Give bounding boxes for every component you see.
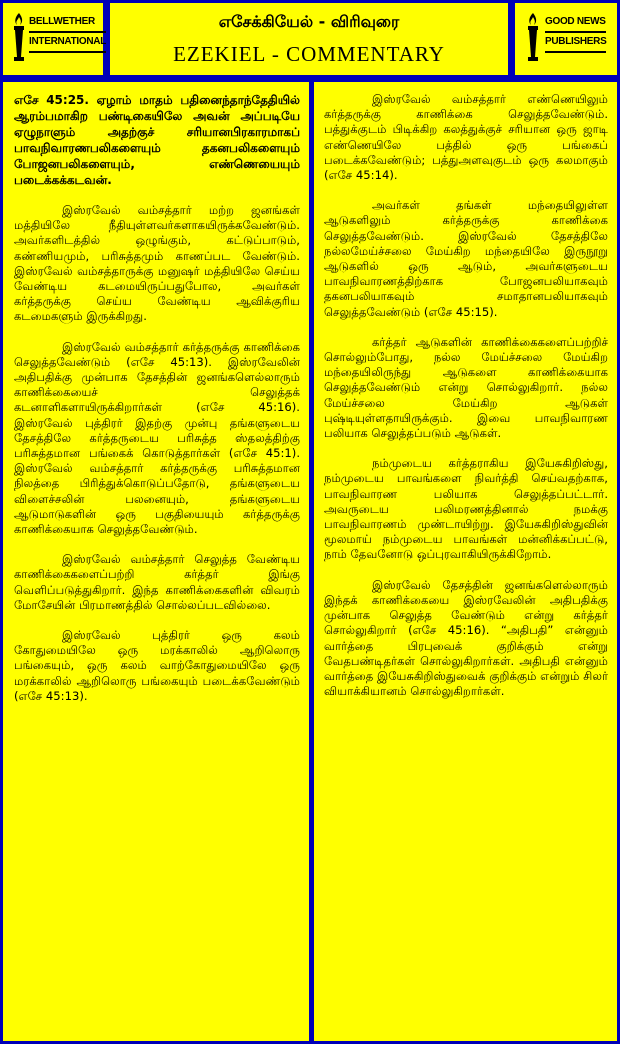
paragraph: இஸ்ரவேல் வம்சத்தார் கர்த்தருக்கு காணிக்கை செலுத்தவேண்டும் (எசே 45:13). இஸ்ரவேலின் அதிபதிக்கு முன்பாக தேசத்தின் ஜனங்களெல்லாரும் காணிக்கையைச் செலுத்தக் கடனாளிகளாயிருக்கிறார்கள் (எசே 45:16). இஸ்ரவேல் புத்திரர் இதற்கு முன்பு தங்களுடைய தேசத்திலே கர்த்தருடைய பரிசுத்த ஸ்தலத்திற்கு பரிசுத்தமான பங்கைக் கொடுத்தார்கள் (எசே 45:1). இஸ்ரவேல் வம்சத்தார் கர்த்தருக்கு பரிசுத்தமான நிலத்தை பிரித்துக்கொடுப்பதோடு, தங்களுடைய விளைச்சலின் பலனையும், தங்களுடைய ஆடுமாடுகளின் ஒரு பகுதியையும் கர்த்தருக்கு காணிக்கையாக செலுத்தவேண்டும். — [14, 339, 300, 537]
title-english: EZEKIEL - COMMENTARY — [173, 42, 445, 66]
verse-paragraph: எசே 45:25. ஏழாம் மாதம் பதினைந்தாந்தேதியில் ஆரம்பமாகிற பண்டிகையிலே அவன் அப்படியே ஏழுநாளும் அதற்குச் சரியானபிரகாரமாகப் பாவநிவாரணபலிகளையும் தகனபலிகளையும் போஜனபலிகளையும், எண்ணெயையும் படைக்கக்கடவன். — [14, 93, 300, 187]
logo-line-1: GOOD NEWS — [545, 13, 606, 33]
torch-icon — [11, 11, 27, 65]
paragraph: இஸ்ரவேல் வம்சத்தார் எண்ணெயிலும் கர்த்தருக்கு காணிக்கை செலுத்தவேண்டும். பத்துக்குடம் பிடிக்கிற கலத்துக்குச் சரியான ஒரு ஜாடி எண்ணெயிலே பத்தில் ஒரு பங்கைப் படைக்கவேண்டும்; பத்துஅளவுகுடம் ஒரு கலமாகும் (எசே 45:14). — [324, 92, 608, 183]
torch-icon — [525, 11, 541, 65]
left-column — [3, 82, 309, 1041]
page-header — [110, 3, 508, 75]
logo-line-2: PUBLISHERS — [545, 33, 606, 53]
paragraph: இஸ்ரவேல் வம்சத்தார் செலுத்த வேண்டிய காணிக்கைகளைப்பற்றி கர்த்தர் இங்கு வெளிப்படுத்துகிறார். இந்த காணிக்கைகளின் விவரம் மோசேயின் பிரமாணத்தில் சொல்லப்படவில்லை. — [14, 552, 300, 612]
paragraph: கர்த்தர் ஆடுகளின் காணிக்கைகளைப்பற்றிச் சொல்லும்போது, நல்ல மேய்ச்சலை மேய்கிற மந்தையிலிருந்து ஆடுகளை காணிக்கையாக செலுத்தவேண்டும் என்று சொல்லுகிறார். நல்ல மேய்ச்சலை மேய்கிற ஆடுகள் புஷ்டியுள்ளதாயிருக்கும். இவை பாவநிவாரண பலியாக செலுத்தப்படும் ஆடுகள். — [324, 334, 608, 441]
logo-line-1: BELLWETHER — [29, 13, 106, 33]
paragraph: இஸ்ரவேல் வம்சத்தார் மற்ற ஜனங்கள் மத்தியிலே நீதியுள்ளவர்களாகயிருக்கவேண்டும். அவர்களிடத்தில் ஒழுங்கும், கட்டுப்பாடும், கண்ணியமும், பரிசுத்தமும் காணப்பட வேண்டும். இஸ்ரவேல் வம்சத்தாருக்கு மனுஷர் மத்தியிலே செய்ய வேண்டிய கடமையிருப்பதுபோல, அவர்கள் கர்த்தருக்கு செய்ய வேண்டிய ஆவிக்குரிய கடமைகளும் இருக்கிறது. — [14, 203, 300, 324]
paragraph: நம்முடைய கர்த்தராகிய இயேசுகிறிஸ்து, நம்முடைய பாவங்களை நிவர்த்தி செய்வதற்காக, பாவநிவாரண பலியாக செலுத்தப்பட்டார். அவருடைய பலிமரணத்தினால் நமக்கு பாவநிவாரணம் முண்டாயிற்று. இயேசுகிறிஸ்துவின் மூலமாய் நம்முடைய பாவங்கள் மன்னிக்கப்பட்டு, நாம் தேவனோடு ஒப்புரவாகியிருக்கிறோம். — [324, 456, 608, 562]
right-column — [314, 82, 617, 1041]
paragraph: இஸ்ரவேல் தேசத்தின் ஜனங்களெல்லாரும் இந்தக் காணிக்கையை இஸ்ரவேலின் அதிபதிக்கு முன்பாக செலுத்த வேண்டும் என்று கர்த்தர் சொல்லுகிறார் (எசே 45:16). “அதிபதி” என்னும் வார்த்தை பிரபுவைக் குறிக்கும் என்று வேதபண்டிதர்கள் சொல்லுகிறார்கள். அதிபதி என்னும் வார்த்தை இயேசுகிறிஸ்துவைக் குறிக்கும் என்றும் சிலர் வியாக்கியானம் சொல்லுகிறார்கள். — [324, 577, 608, 699]
paragraph: அவர்கள் தங்கள் மந்தையிலுள்ள ஆடுகளிலும் கர்த்தருக்கு காணிக்கை செலுத்தவேண்டும். இஸ்ரவேல் தேசத்திலே நல்லமேய்ச்சலை மேய்கிற மந்தையிலே இருநூறு ஆடுகளில் ஒரு ஆடும், அவர்களுடைய பாவநிவாரணத்திற்காக போஜனபலியாகவும் தகனபலியாகவும் சமாதானபலியாகவும் செலுத்தவேண்டும் (எசே 45:15). — [324, 198, 608, 319]
title-tamil: எசேக்கியேல் - விரிவுரை — [218, 12, 400, 31]
bellwether-logo — [3, 3, 107, 75]
logo-line-2: INTERNATIONAL — [29, 33, 106, 53]
good-news-publishers-logo — [515, 3, 617, 75]
paragraph: இஸ்ரவேல் புத்திரர் ஒரு கலம் கோதுமையிலே ஒரு மரக்காலில் ஆறிலொரு பங்கையும், ஒரு கலம் வாற்கோதுமையிலே ஒரு மரக்காலில் ஆறிலொரு பங்கையும் படைக்கவேண்டும் (எசே 45:13). — [14, 628, 300, 703]
